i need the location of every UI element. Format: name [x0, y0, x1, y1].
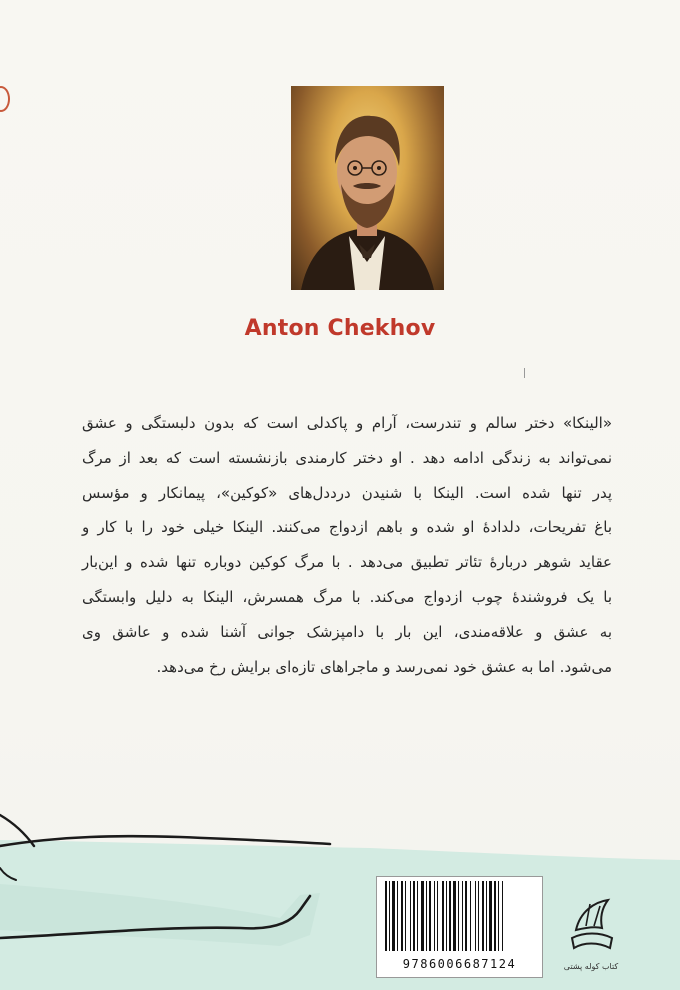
synopsis-line: با یک فروشندهٔ چوب ازدواج می‌کند. با مرگ همسرش، الینکا به دلیل وابستگی	[82, 587, 612, 606]
publisher-name: کتاب کوله پشتی	[563, 962, 619, 971]
barcode-bar	[465, 881, 467, 951]
barcode-bar	[385, 881, 387, 951]
barcode-bar	[426, 881, 427, 951]
barcode-bar	[421, 881, 424, 951]
barcode-bar	[429, 881, 431, 951]
barcode-bar	[502, 881, 503, 951]
barcode-bar	[482, 881, 484, 951]
publisher-logo-icon	[562, 890, 622, 960]
isbn-number: 9786006687124	[402, 957, 517, 971]
isbn-barcode	[376, 876, 543, 978]
barcode-bar	[494, 881, 496, 951]
synopsis-line: «الینکا» دختر سالم و تندرست، آرام و پاکدلی است که بدون دلبستگی و عشق	[82, 414, 612, 432]
barcode-bar	[446, 881, 447, 951]
barcode-bar	[392, 881, 395, 951]
small-mark	[524, 368, 525, 378]
barcode-bar	[401, 881, 403, 951]
author-portrait-image	[291, 86, 444, 290]
barcode-bar	[478, 881, 479, 951]
barcode-bar	[453, 881, 456, 951]
synopsis-line: نمی‌تواند به زندگی ادامه دهد . او دختر کارمندی بازنشسته است که بعد از مرگ	[82, 448, 612, 467]
barcode-bar	[442, 881, 444, 951]
barcode-bar	[470, 881, 471, 951]
synopsis-line: پدر تنها شده است. الینکا با شنیدن درددل‌های «کوکین»، پیمانکار و مؤسس	[82, 483, 612, 502]
barcode-bar	[413, 881, 415, 951]
barcode-bar	[389, 881, 390, 951]
barcode-bar	[486, 881, 487, 951]
barcode-bar	[410, 881, 411, 951]
synopsis-line: عقاید شوهر دربارهٔ تئاتر تطبیق می‌دهد . با مرگ کوکین دوباره تنها شده و این‌بار	[82, 553, 612, 572]
barcode-bar	[475, 881, 476, 951]
barcode-bar	[405, 881, 406, 951]
barcode-bar	[437, 881, 438, 951]
barcode-bar	[417, 881, 418, 951]
synopsis-line: باغ تفریحات، دلدادهٔ او شده و باهم ازدواج می‌کنند. الینکا خیلی خود را با کار و	[82, 518, 612, 537]
barcode-bar	[462, 881, 463, 951]
barcode-bar	[489, 881, 492, 951]
barcode-bar	[397, 881, 398, 951]
barcode-bars	[383, 881, 536, 955]
synopsis-line: به عشق و علاقه‌مندی، این بار با دامپزشک جوانی آشنا شده و عاشق وی	[82, 622, 612, 641]
synopsis-line: می‌شود. اما به عشق خود نمی‌رسد و ماجراهای تازه‌ای برایش رخ می‌دهد.	[156, 657, 612, 676]
barcode-bar	[434, 881, 435, 951]
barcode-bar	[458, 881, 459, 951]
synopsis-text	[82, 406, 612, 684]
barcode-bar	[449, 881, 451, 951]
barcode-bar	[498, 881, 499, 951]
author-name: Anton Chekhov	[244, 316, 436, 341]
